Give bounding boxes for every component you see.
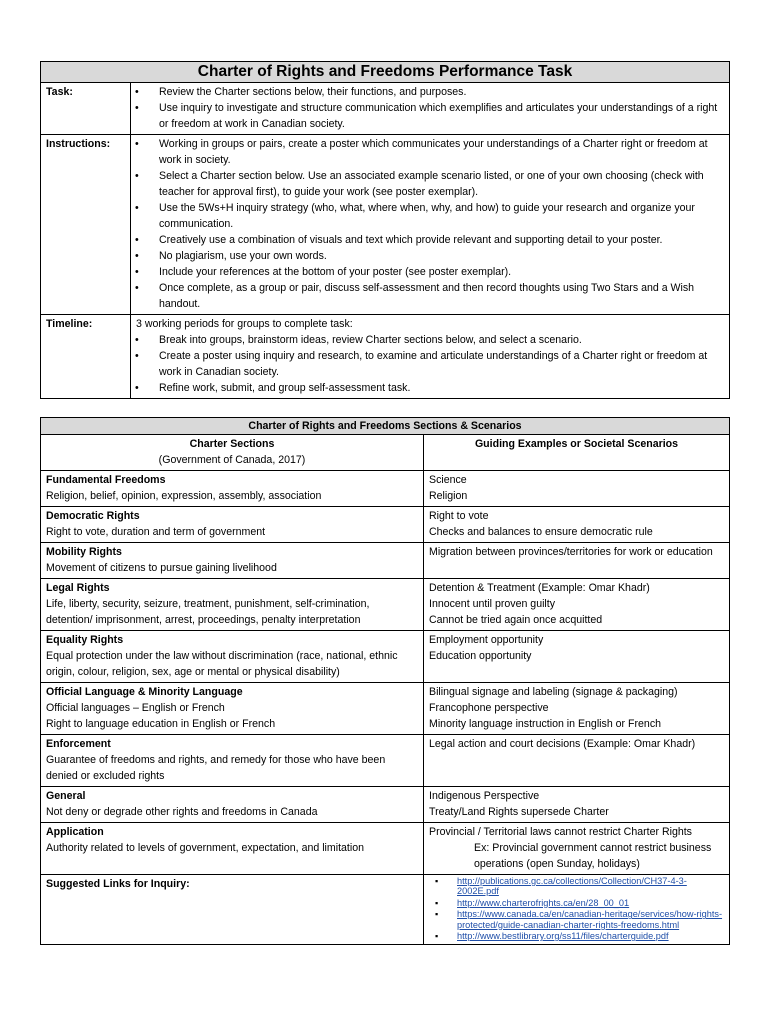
instructions-row (41, 135, 730, 315)
table-row (41, 735, 730, 787)
table-row (41, 507, 730, 543)
section-name: Official Language & Minority Language (46, 686, 243, 698)
section-description: Religion, belief, opinion, expression, assembly, association (46, 490, 322, 502)
section-description: Equal protection under the law without discrimination (race, national, ethnic origin, colour, religion, sex, age or mental or physical disability) (46, 650, 398, 678)
section-name: Fundamental Freedoms (46, 474, 166, 486)
list-item: • Review the Charter sections below, their functions, and purposes. (131, 84, 724, 100)
list-item (429, 931, 724, 941)
section-description: Official languages – English or French (46, 702, 225, 714)
example-indented: Ex: Provincial government cannot restrict business operations (open Sunday, holidays) (474, 842, 712, 870)
table-row (41, 579, 730, 631)
section-description: Guarantee of freedoms and rights, and remedy for those who have been denied or excluded rights (46, 754, 386, 782)
instructions-bullets (131, 136, 724, 312)
links-row (41, 875, 730, 945)
table-row (41, 471, 730, 507)
example-line: Migration between provinces/territories for work or education (429, 546, 713, 558)
inquiry-link[interactable]: http://www.bestlibrary.org/ss11/files/charterguide.pdf (457, 931, 669, 942)
column-header-sections (41, 435, 424, 471)
list-item: • Break into groups, brainstorm ideas, review Charter sections below, and select a scenario. (131, 332, 724, 348)
section-description: Not deny or degrade other rights and freedoms in Canada (46, 806, 318, 818)
section-name: General (46, 790, 86, 802)
list-item: • Create a poster using inquiry and research, to examine and articulate understandings of a Charter right or freedom at work in Canadian society. (131, 348, 724, 380)
section-description: Life, liberty, security, seizure, treatment, punishment, self-crimination, detention/ imprisonment, arrest, proceedings, penalty interpretation (46, 598, 370, 626)
example-line: Religion (429, 490, 468, 502)
section-name: Legal Rights (46, 582, 110, 594)
list-item: • Working in groups or pairs, create a poster which communicates your understandings of a Charter right or freedom at work in society. (131, 136, 724, 168)
column-header-label: Charter Sections (189, 438, 275, 450)
example-line: Cannot be tried again once acquitted (429, 614, 603, 626)
example-line: Francophone perspective (429, 702, 549, 714)
links-label: Suggested Links for Inquiry: (46, 878, 190, 890)
sections-table-title: Charter of Rights and Freedoms Sections & Scenarios (41, 418, 730, 435)
list-item: • Include your references at the bottom of your poster (see poster exemplar). (131, 264, 724, 280)
section-name: Democratic Rights (46, 510, 140, 522)
timeline-label: Timeline: (41, 315, 131, 399)
list-item (429, 909, 724, 930)
example-line: Legal action and court decisions (Example: Omar Khadr) (429, 738, 696, 750)
timeline-bullets (131, 332, 724, 396)
list-item: • Select a Charter section below. Use an associated example scenario listed, or one of your own choosing (check with teacher for approval first), to guide your work (see poster exemplar). (131, 168, 724, 200)
column-header-label: Guiding Examples or Societal Scenarios (474, 438, 679, 450)
performance-task-table (40, 61, 730, 399)
example-line: Minority language instruction in English or French (429, 718, 662, 730)
example-line: Employment opportunity (429, 634, 544, 646)
column-header-examples (424, 435, 730, 471)
list-item: • No plagiarism, use your own words. (131, 248, 724, 264)
list-item: • Once complete, as a group or pair, discuss self-assessment and then record thoughts using Two Stars and a Wish handout. (131, 280, 724, 312)
table-row (41, 787, 730, 823)
list-item: • Refine work, submit, and group self-assessment task. (131, 380, 724, 396)
section-description: Movement of citizens to pursue gaining livelihood (46, 562, 277, 574)
inquiry-link[interactable]: http://publications.gc.ca/collections/Collection/CH37-4-3-2002E.pdf (457, 876, 687, 897)
task-label: Task: (41, 83, 131, 135)
example-line: Innocent until proven guilty (429, 598, 556, 610)
instructions-label: Instructions: (41, 135, 131, 315)
table-row (41, 683, 730, 735)
table-row (41, 543, 730, 579)
timeline-row (41, 315, 730, 399)
example-line: Provincial / Territorial laws cannot restrict Charter Rights (429, 826, 692, 838)
section-name: Enforcement (46, 738, 111, 750)
example-line: Right to vote (429, 510, 489, 522)
links-list (429, 876, 724, 941)
example-line: Treaty/Land Rights supersede Charter (429, 806, 609, 818)
column-header-citation: (Government of Canada, 2017) (158, 454, 306, 466)
example-line: Education opportunity (429, 650, 532, 662)
list-item: • Use inquiry to investigate and structure communication which exemplifies and articulates your understandings of a right or freedom at work in Canadian society. (131, 100, 724, 132)
section-name: Mobility Rights (46, 546, 122, 558)
task-bullets (131, 84, 724, 132)
example-line: Detention & Treatment (Example: Omar Khadr) (429, 582, 650, 594)
list-item (429, 898, 724, 908)
example-line: Checks and balances to ensure democratic rule (429, 526, 653, 538)
document-page (40, 61, 729, 945)
section-description: Right to language education in English or French (46, 718, 276, 730)
table-row (41, 631, 730, 683)
list-item: • Creatively use a combination of visuals and text which provide relevant and supporting detail to your poster. (131, 232, 724, 248)
example-line: Bilingual signage and labeling (signage & packaging) (429, 686, 678, 698)
section-description: Right to vote, duration and term of government (46, 526, 266, 538)
task-table-title: Charter of Rights and Freedoms Performance Task (41, 62, 730, 83)
example-line: Indigenous Perspective (429, 790, 540, 802)
example-line: Science (429, 474, 467, 486)
timeline-intro: 3 working periods for groups to complete task: (136, 318, 353, 330)
task-row (41, 83, 730, 135)
list-item (429, 876, 724, 897)
list-item: • Use the 5Ws+H inquiry strategy (who, what, where when, why, and how) to guide your research and organize your communication. (131, 200, 724, 232)
section-name: Equality Rights (46, 634, 124, 646)
section-description: Authority related to levels of government, expectation, and limitation (46, 842, 364, 854)
section-name: Application (46, 826, 104, 838)
sections-scenarios-table (40, 417, 730, 945)
table-row (41, 823, 730, 875)
inquiry-link[interactable]: https://www.canada.ca/en/canadian-heritage/services/how-rights-protected/guide-canadian-charter-rights-freedoms.html (457, 909, 723, 930)
inquiry-link[interactable]: http://www.charterofrights.ca/en/28_00_01 (457, 897, 630, 908)
